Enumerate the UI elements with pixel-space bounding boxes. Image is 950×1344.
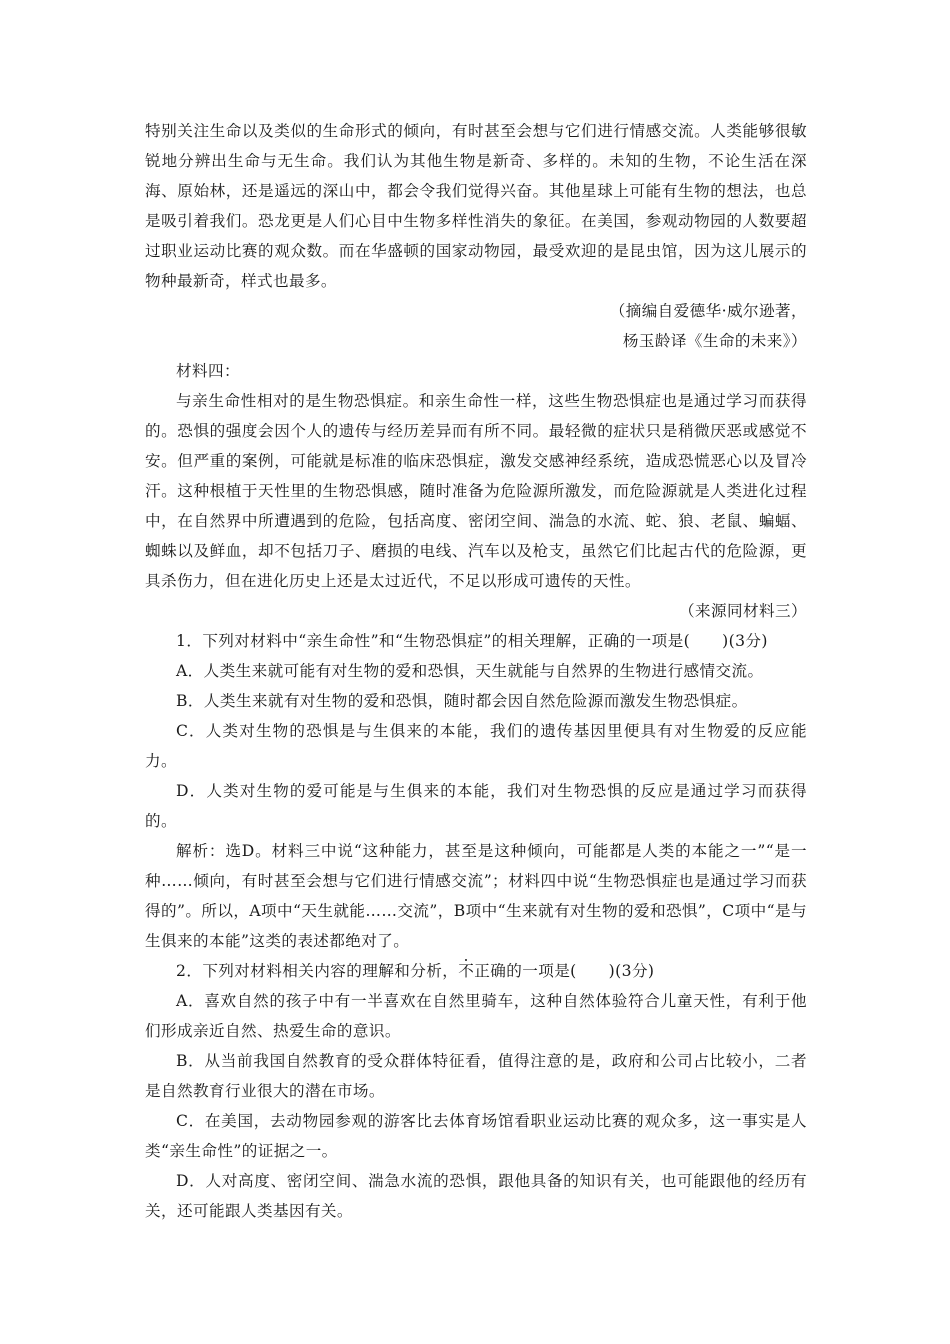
question1-option-b: B．人类生来就有对生物的爱和恐惧，随时都会因自然危险源而激发生物恐惧症。 [176,692,748,710]
question2-stem-emphasis: 不 [458,962,475,980]
question2-stem [145,956,807,986]
question1-stem: 1．下列对材料中“亲生命性”和“生物恐惧症”的相关理解，正确的一项是( )(3分) [176,632,768,650]
question2-option-a: A．喜欢自然的孩子中有一半喜欢在自然里骑车，这种自然体验符合儿童天性，有利于他们形成亲近自然、热爱生命的意识。 [145,992,807,1040]
question1-option-a: A．人类生来就可能有对生物的爱和恐惧，天生就能与自然界的生物进行感情交流。 [176,662,764,680]
question1-option-c: C．人类对生物的恐惧是与生俱来的本能，我们的遗传基因里便具有对生物爱的反应能力。 [145,722,807,770]
question2-stem-suffix: 正确的一项是( )(3分) [474,962,655,980]
document-page [145,116,807,1226]
question2-option-c: C．在美国，去动物园参观的游客比去体育场馆看职业运动比赛的观众多，这一事实是人类“亲生命性”的证据之一。 [145,1112,807,1160]
question2-option-b: B．从当前我国自然教育的受众群体特征看，值得注意的是，政府和公司占比较小，二者是自然教育行业很大的潜在市场。 [145,1052,807,1100]
question1-option-d: D．人类对生物的爱可能是与生俱来的本能，我们对生物恐惧的反应是通过学习而获得的。 [145,782,807,830]
source-citation-line1: （摘编自爱德华·威尔逊著， [609,302,807,320]
material4-paragraph: 与亲生命性相对的是生物恐惧症。和亲生命性一样，这些生物恐惧症也是通过学习而获得的。恐惧的强度会因个人的遗传与经历差异而有所不同。最轻微的症状只是稍微厌恶或感觉不安。但严重的案例，可能就是标准的临床恐惧症，激发交感神经系统，造成恐慌恶心以及冒冷汗。这种根植于天性里的生物恐惧感，随时准备为危险源所激发，而危险源就是人类进化过程中，在自然界中所遭遇到的危险，包括高度、密闭空间、湍急的水流、蛇、狼、老鼠、蝙蝠、蜘蛛以及鲜血，却不包括刀子、磨损的电线、汽车以及枪支，虽然它们比起古代的危险源，更具杀伤力，但在进化历史上还是太过近代，不足以形成可遗传的天性。 [145,392,807,590]
question1-analysis: 解析：选D。材料三中说“这种能力，甚至是这种倾向，可能都是人类的本能之一”“是一种……倾向，有时甚至会想与它们进行情感交流”；材料四中说“生物恐惧症也是通过学习而获得的”。所以，A项中“天生就能……交流”，B项中“生来就有对生物的爱和恐惧”，C项中“是与生俱来的本能”这类的表述都绝对了。 [145,842,807,950]
material3-paragraph: 特别关注生命以及类似的生命形式的倾向，有时甚至会想与它们进行情感交流。人类能够很敏锐地分辨出生命与无生命。我们认为其他生物是新奇、多样的。未知的生物，不论生活在深海、原始林，还是遥远的深山中，都会令我们觉得兴奋。其他星球上可能有生物的想法，也总是吸引着我们。恐龙更是人们心目中生物多样性消失的象征。在美国，参观动物园的人数要超过职业运动比赛的观众数。而在华盛顿的国家动物园，最受欢迎的是昆虫馆，因为这儿展示的物种最新奇，样式也最多。 [145,122,807,290]
source-citation-material4: （来源同材料三） [679,602,807,620]
source-citation-line2: 杨玉龄译《生命的未来》） [622,332,807,350]
material4-heading: 材料四： [176,362,240,380]
question2-option-d: D．人对高度、密闭空间、湍急水流的恐惧，跟他具备的知识有关，也可能跟他的经历有关，还可能跟人类基因有关。 [145,1172,807,1220]
question2-stem-prefix: 2．下列对材料相关内容的理解和分析， [176,962,459,980]
